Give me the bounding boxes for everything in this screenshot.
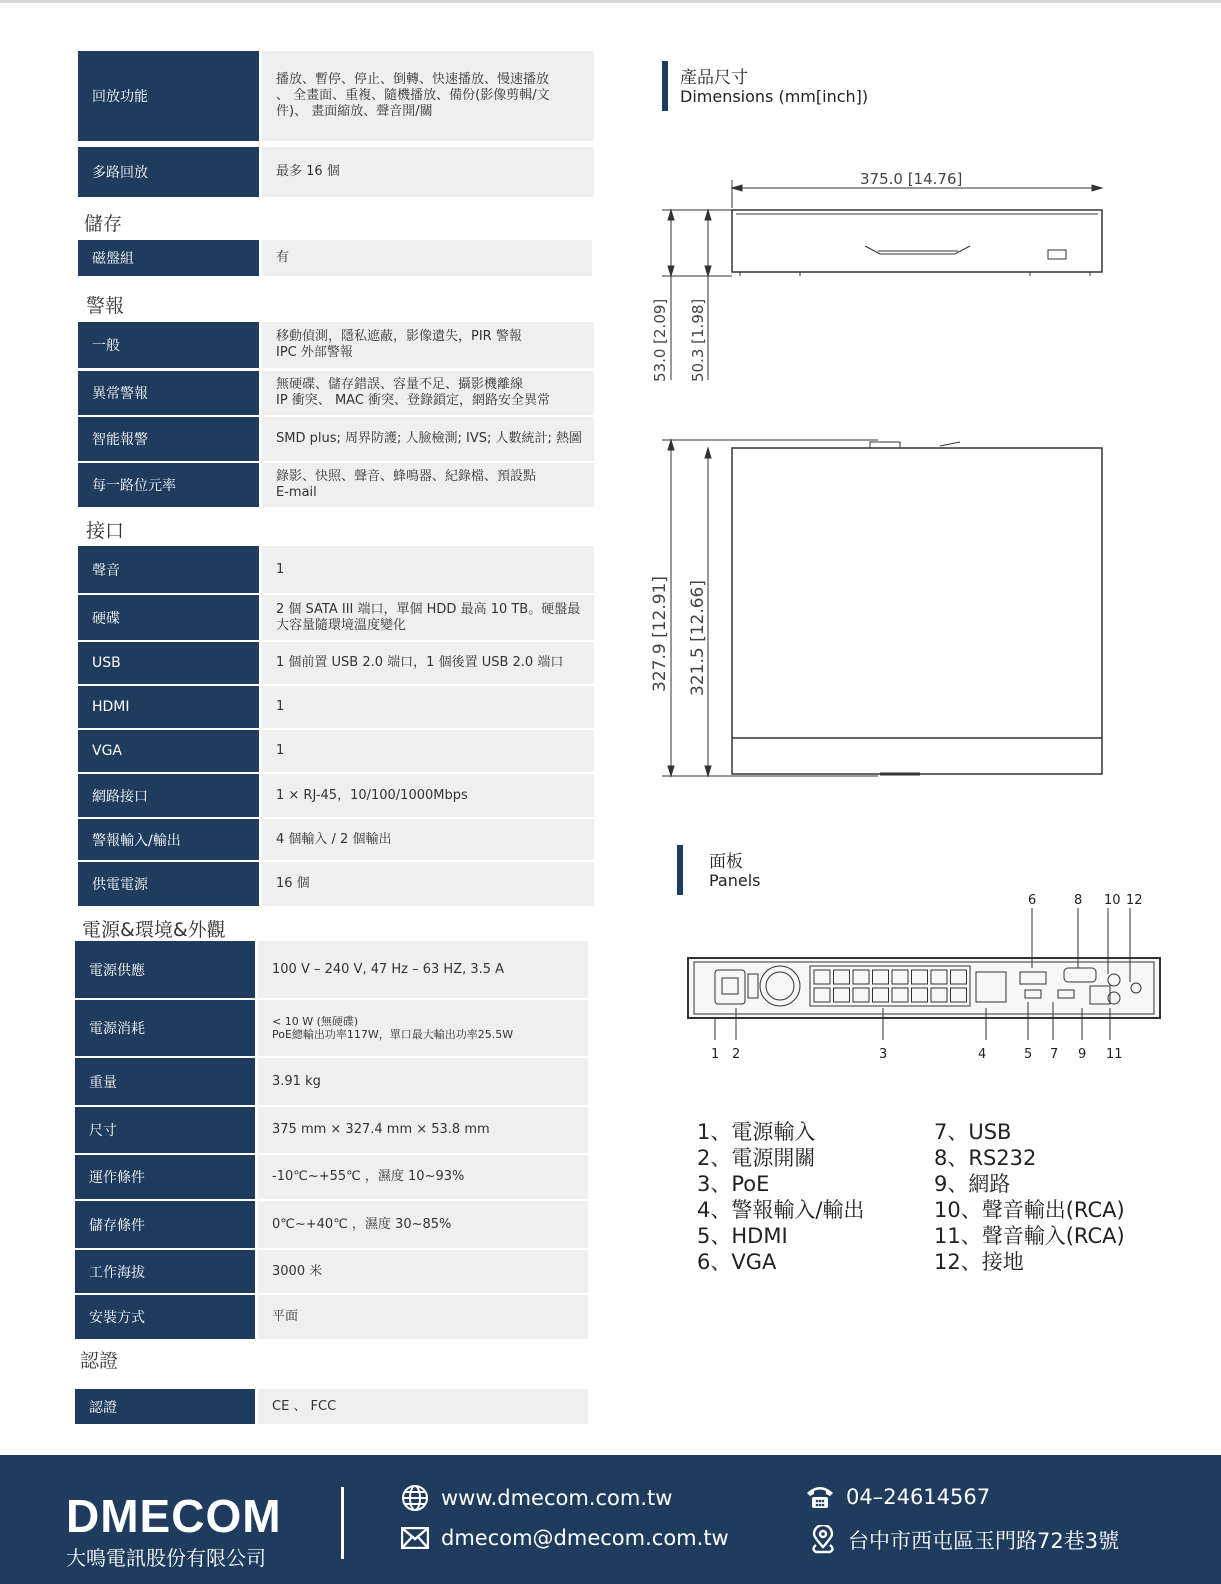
spec-value-line: 平面 [272,1309,299,1324]
spec-row-interface [78,774,594,817]
spec-row-playback [78,51,594,141]
dimensions-title-en: Dimensions (mm[inch]) [680,87,869,106]
legend-item: 9、網路 [934,1172,1011,1196]
spec-value-line: 件)、 畫面縮放、聲音開/關 [276,104,433,119]
callout-number: 2 [732,1047,741,1062]
spec-value-line: 最多 16 個 [276,164,340,179]
spec-value-line: 1 個前置 USB 2.0 端口，1 個後置 USB 2.0 端口 [276,655,564,670]
spec-label: 儲存條件 [75,1201,255,1248]
legend-item: 12、接地 [934,1250,1024,1274]
spec-value-line: 1 [276,561,285,577]
spec-value-line: 1 × RJ-45，10/100/1000Mbps [276,787,468,803]
spec-row-power [75,1295,588,1339]
height-inner-label: 50.3 [1.98] [689,298,707,382]
spec-label: 電源消耗 [75,1000,255,1056]
spec-value-line: 無硬碟、儲存錯誤、容量不足、攝影機離線 [276,377,524,392]
panels-title-en: Panels [709,871,761,890]
section-title-alarm: 警報 [86,295,125,317]
footer [0,1455,1221,1584]
spec-row-alarm [78,463,594,507]
spec-label: USB [78,642,259,684]
spec-value-line: PoE總輸出功率117W，單口最大輸出功率25.5W [272,1028,514,1041]
spec-row-alarm [78,322,594,368]
spec-row-power [75,941,588,998]
spec-row-playback [78,147,594,197]
rear-panel-drawing [680,890,1170,1080]
spec-value [262,546,594,593]
spec-row-alarm [78,371,594,415]
spec-label: 警報輸入/輸出 [78,819,259,860]
spec-value-line: 有 [276,250,290,265]
spec-value-line: 移動偵測，隱私遮蔽，影像遺失，PIR 警報 [276,329,522,344]
spec-value-line: CE 、 FCC [272,1398,337,1414]
footer-divider [341,1487,344,1559]
callout-number: 6 [1028,893,1037,908]
spec-value [258,1389,588,1424]
section-title-cert: 認證 [80,1350,119,1372]
spec-row-interface [78,642,594,684]
width-dimension-label: 375.0 [14.76] [860,170,963,188]
spec-value [258,1201,588,1248]
legend-item: 2、電源開關 [697,1146,816,1170]
spec-row-interface [78,730,594,772]
spec-label: 電源供應 [75,941,255,998]
phone-icon [806,1484,834,1510]
spec-value [262,417,594,461]
spec-value [262,371,594,415]
email-link[interactable]: dmecom@dmecom.com.tw [441,1526,729,1550]
spec-value-line: 播放、暫停、停止、倒轉、快速播放、慢速播放 [276,72,550,87]
spec-value-line: E-mail [276,485,317,500]
callout-number: 5 [1024,1047,1033,1062]
spec-row-interface [78,595,594,640]
dimension-drawing [640,160,1130,800]
spec-value [262,819,594,860]
spec-label: 聲音 [78,546,259,593]
spec-label: 回放功能 [78,51,259,141]
top-border [0,0,1221,3]
height-outer-label: 53.0 [2.09] [651,298,669,382]
legend-item: 1、電源輸入 [697,1120,816,1144]
spec-value-line: IP 衝突、 MAC 衝突、登錄鎖定，網路安全異常 [276,393,551,408]
spec-label: 重量 [75,1058,255,1105]
spec-row-interface [78,686,594,728]
phone-item[interactable] [806,1484,990,1510]
legend-item: 5、HDMI [697,1224,788,1248]
globe-icon [401,1484,429,1512]
spec-label: 網路接口 [78,774,259,817]
spec-value [258,1295,588,1339]
company-name: 大鳴電訊股份有限公司 [66,1546,266,1570]
spec-value [262,51,594,141]
spec-value [258,1058,588,1105]
spec-label: 每一路位元率 [78,463,259,507]
spec-label: 硬碟 [78,595,259,640]
spec-row-power [75,1000,588,1056]
callout-number: 11 [1106,1047,1123,1062]
callout-number: 7 [1050,1047,1059,1062]
spec-label: 智能報警 [78,417,259,461]
spec-row-power [75,1058,588,1105]
spec-value-line: 3.91 kg [272,1073,321,1089]
company-logo: DMECOM [66,1490,282,1542]
heading-accent-bar [677,845,683,895]
website-link[interactable]: www.dmecom.com.tw [441,1486,673,1510]
spec-value [262,463,594,507]
legend-item: 6、VGA [697,1250,777,1274]
spec-value-line: -10℃~+55℃ ，濕度 10~93% [272,1169,465,1184]
depth-outer-label: 327.9 [12.91] [650,575,670,692]
spec-value [262,774,594,817]
website-item[interactable] [401,1484,672,1512]
mail-icon [401,1527,429,1549]
spec-value [258,1250,588,1293]
spec-value [262,642,594,684]
spec-label: 供電電源 [78,862,259,906]
phone-number[interactable]: 04–24614567 [846,1485,991,1509]
callout-number: 9 [1078,1047,1087,1062]
spec-row-power [75,1201,588,1248]
spec-value-line: 2 個 SATA III 端口，單個 HDD 最高 10 TB。硬盤最 [276,601,581,617]
spec-value-line: IPC 外部警報 [276,345,353,360]
location-icon [810,1525,836,1555]
spec-row-storage [78,240,592,276]
spec-value-line: 16 個 [276,876,310,891]
legend-item: 10、聲音輸出(RCA) [934,1198,1125,1222]
spec-value [258,1000,588,1056]
spec-value [262,686,594,728]
spec-row-interface [78,546,594,593]
spec-value-line: 4 個輸入 / 2 個輸出 [276,831,392,847]
spec-row-cert [75,1389,588,1424]
spec-value-line: 1 [276,699,285,714]
callout-number: 3 [879,1047,888,1062]
callout-number: 12 [1126,893,1143,908]
spec-row-power [75,1155,588,1199]
legend-item: 4、警報輸入/輸出 [697,1198,865,1222]
callout-number: 4 [978,1047,987,1062]
spec-label: 認證 [75,1389,255,1424]
spec-value-line: SMD plus; 周界防護; 人臉檢測; IVS; 人數統計; 熱圖 [276,431,583,446]
legend-item: 8、RS232 [934,1146,1037,1170]
spec-value [262,862,594,906]
panel-legend-right [934,1119,1125,1275]
spec-label: 多路回放 [78,147,259,197]
spec-value-line: 錄影、快照、聲音、蜂鳴器、紀錄檔、預設點 [276,469,537,484]
spec-label: 安裝方式 [75,1295,255,1339]
dimensions-title-zh: 產品尺寸 [680,68,748,88]
spec-label: VGA [78,730,259,772]
spec-value [262,322,594,368]
depth-inner-label: 321.5 [12.66] [688,579,708,696]
spec-value [262,595,594,640]
spec-value [258,1155,588,1199]
spec-label: 異常警報 [78,371,259,415]
panels-title-zh: 面板 [709,852,743,872]
callout-number: 8 [1074,893,1083,908]
spec-value-line: 3000 米 [272,1263,323,1279]
spec-value [262,240,592,276]
spec-label: 磁盤組 [78,240,259,276]
spec-row-interface [78,819,594,860]
legend-item: 11、聲音輸入(RCA) [934,1224,1125,1248]
panel-legend-left [697,1119,864,1275]
callout-number: 10 [1104,893,1121,908]
spec-row-interface [78,862,594,906]
spec-value-line: < 10 W (無硬碟) [272,1015,359,1028]
email-item[interactable] [401,1526,729,1550]
spec-value-line: 大容量隨環境溫度變化 [276,617,407,633]
spec-value-line: 100 V – 240 V, 47 Hz – 63 HZ, 3.5 A [272,961,505,977]
spec-label: 運作條件 [75,1155,255,1199]
legend-item: 7、USB [934,1120,1012,1144]
spec-value [258,1107,588,1153]
spec-label: 一般 [78,322,259,368]
spec-value [262,730,594,772]
spec-label: 工作海拔 [75,1250,255,1293]
spec-value [258,941,588,998]
section-title-storage: 儲存 [84,213,123,235]
address-item [810,1525,1119,1555]
section-title-power: 電源&環境&外觀 [82,919,226,941]
spec-label: 尺寸 [75,1107,255,1153]
spec-row-alarm [78,417,594,461]
spec-value-line: 1 [276,743,285,758]
callout-number: 1 [711,1047,720,1062]
section-title-interface: 接口 [86,520,125,542]
spec-value-line: 0℃~+40℃ ，濕度 30~85% [272,1216,452,1232]
spec-value-line: 、 全畫面、重複、隨機播放、備份(影像剪輯/文 [276,88,550,103]
spec-value-line: 375 mm × 327.4 mm × 53.8 mm [272,1122,490,1137]
spec-row-power [75,1107,588,1153]
address-text: 台中市西屯區玉門路72巷3號 [848,1529,1120,1553]
legend-item: 3、PoE [697,1172,770,1196]
spec-value [262,147,594,197]
spec-row-power [75,1250,588,1293]
heading-accent-bar [662,61,668,111]
spec-label: HDMI [78,686,259,728]
